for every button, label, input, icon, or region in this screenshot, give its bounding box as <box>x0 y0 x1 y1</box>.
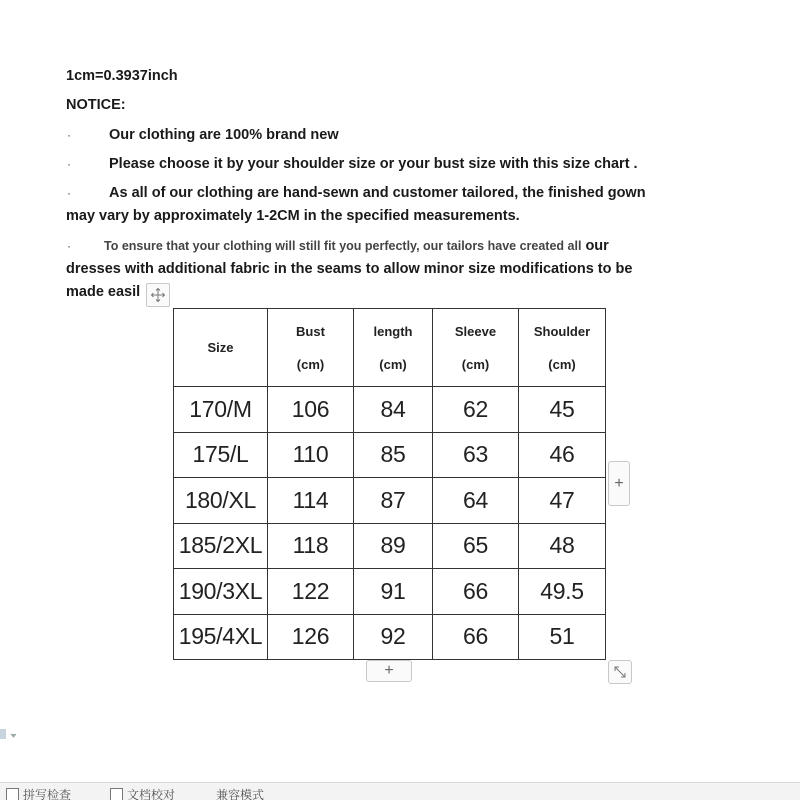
size-chart-table[interactable] <box>173 308 606 660</box>
table-cell[interactable]: 91 <box>354 569 433 615</box>
bullet-text-2: Please choose it by your shoulder size or your bust size with this size chart . <box>109 156 638 172</box>
header-label: Sleeve <box>454 323 497 339</box>
doc-check-label: 文档校对 <box>127 787 176 800</box>
header-cell-length[interactable] <box>354 309 433 387</box>
table-move-handle[interactable] <box>146 283 170 307</box>
table-header-row <box>174 309 606 387</box>
checkbox-icon <box>6 788 19 800</box>
table-cell[interactable]: 47 <box>519 478 606 524</box>
header-label: Shoulder <box>533 323 591 339</box>
table-cell[interactable]: 85 <box>354 432 433 478</box>
table-cell[interactable]: 106 <box>268 387 354 433</box>
table-cell[interactable]: 126 <box>268 614 354 660</box>
table-cell[interactable]: 180/XL <box>174 478 268 524</box>
bullet-text-1: Our clothing are 100% brand new <box>109 127 339 143</box>
table-cell[interactable]: 46 <box>519 432 606 478</box>
header-unit: (cm) <box>296 356 325 372</box>
table-cell[interactable]: 65 <box>433 523 519 569</box>
paragraph-dropdown-icon <box>0 726 22 744</box>
header-label: Size <box>207 340 234 355</box>
compat-mode-label: 兼容模式 <box>216 787 265 800</box>
plus-icon: + <box>384 662 394 679</box>
conversion-text: 1cm=0.3937inch <box>66 68 178 84</box>
table-cell[interactable]: 51 <box>519 614 606 660</box>
header-unit: (cm) <box>548 356 576 372</box>
table-cell[interactable]: 63 <box>433 432 519 478</box>
table-cell[interactable]: 87 <box>354 478 433 524</box>
header-unit: (cm) <box>379 356 407 372</box>
bullet-text-3-continued: may vary by approximately 1-2CM in the specified measurements. <box>66 208 520 224</box>
table-cell[interactable]: 190/3XL <box>174 569 268 615</box>
header-label: Bust <box>296 323 325 339</box>
fit-note-line-3: made easil <box>66 284 141 300</box>
compat-mode-indicator <box>216 787 264 800</box>
table-resize-handle[interactable] <box>608 660 632 684</box>
notice-title: NOTICE: <box>66 97 126 113</box>
table-cell[interactable]: 89 <box>354 523 433 569</box>
header-cell-shoulder[interactable] <box>519 309 606 387</box>
paragraph-marker[interactable] <box>0 726 22 744</box>
table-row <box>174 478 606 524</box>
table-cell[interactable]: 195/4XL <box>174 614 268 660</box>
header-label: length <box>373 323 413 339</box>
status-bar <box>0 782 800 800</box>
fit-note-line-1 <box>104 238 609 254</box>
move-icon <box>150 287 166 303</box>
header-cell-bust[interactable] <box>268 309 354 387</box>
table-cell[interactable]: 122 <box>268 569 354 615</box>
table-cell[interactable]: 92 <box>354 614 433 660</box>
table-cell[interactable]: 175/L <box>174 432 268 478</box>
bullet-marker: · <box>67 186 71 200</box>
table-cell[interactable]: 118 <box>268 523 354 569</box>
table-cell[interactable]: 45 <box>519 387 606 433</box>
doc-check-toggle[interactable] <box>110 787 175 800</box>
bullet-text-3: As all of our clothing are hand-sewn and customer tailored, the finished gown <box>109 185 646 201</box>
header-cell-size[interactable] <box>174 309 268 387</box>
table-row <box>174 523 606 569</box>
spell-check-toggle[interactable] <box>6 787 71 800</box>
bullet-marker: · <box>67 157 71 171</box>
table-cell[interactable]: 49.5 <box>519 569 606 615</box>
table-cell[interactable]: 62 <box>433 387 519 433</box>
table-cell[interactable]: 84 <box>354 387 433 433</box>
table-cell[interactable]: 66 <box>433 569 519 615</box>
table-cell[interactable]: 110 <box>268 432 354 478</box>
header-unit: (cm) <box>461 356 490 372</box>
table-row <box>174 569 606 615</box>
add-column-button[interactable] <box>608 461 630 506</box>
resize-icon <box>612 664 628 680</box>
table-row <box>174 614 606 660</box>
plus-icon: + <box>614 474 624 492</box>
table-row <box>174 432 606 478</box>
bullet-marker: · <box>67 128 71 142</box>
table-cell[interactable]: 114 <box>268 478 354 524</box>
table-row <box>174 387 606 433</box>
table-cell[interactable]: 170/M <box>174 387 268 433</box>
spell-check-label: 拼写检查 <box>23 787 72 800</box>
fit-note-tail: our <box>585 238 609 254</box>
bullet-marker: · <box>67 239 71 253</box>
header-cell-sleeve[interactable] <box>433 309 519 387</box>
table-cell[interactable]: 185/2XL <box>174 523 268 569</box>
checkbox-icon <box>110 788 123 800</box>
table-cell[interactable]: 64 <box>433 478 519 524</box>
table-cell[interactable]: 66 <box>433 614 519 660</box>
table-cell[interactable]: 48 <box>519 523 606 569</box>
fit-note-small-text: To ensure that your clothing will still fit you perfectly, our tailors have created all <box>104 239 582 253</box>
fit-note-line-2: dresses with additional fabric in the seams to allow minor size modifications to be <box>66 261 633 277</box>
add-row-button[interactable] <box>366 660 412 682</box>
